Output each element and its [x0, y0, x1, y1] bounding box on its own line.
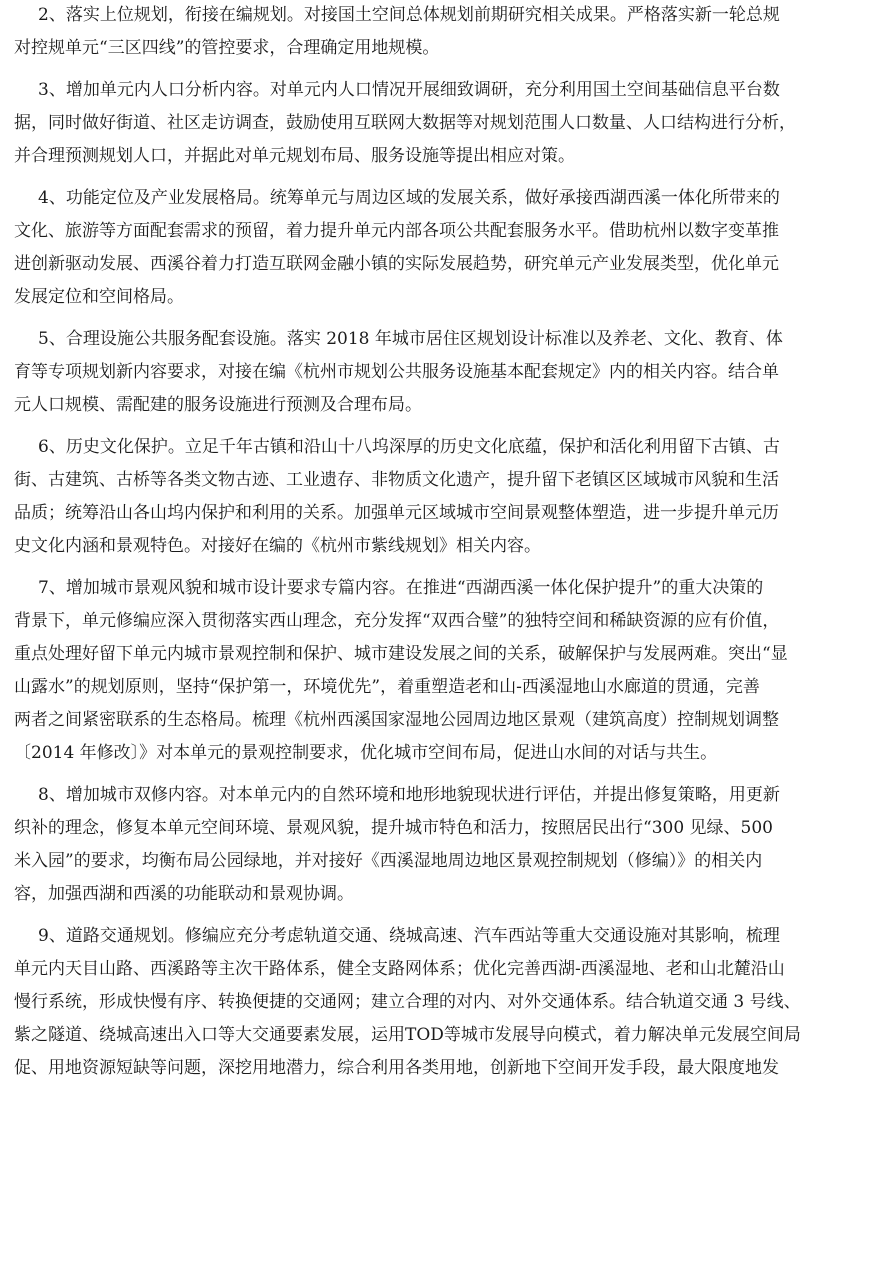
paragraph-item-6: [14, 431, 857, 563]
text-line: 7、增加城市景观风貌和城市设计要求专篇内容。在推进“西湖西溪一体化保护提升”的重大决策的: [38, 578, 764, 598]
paragraph-item-5: [14, 323, 857, 422]
text-line: 〔2014 年修改〕》对本单元的景观控制要求，优化城市空间布局，促进山水间的对话与共生。: [14, 743, 718, 763]
paragraph-item-8: [14, 779, 857, 911]
text-line: 发展定位和空间格局。: [14, 287, 184, 307]
text-line: 育等专项规划新内容要求，对接在编《杭州市规划公共服务设施基本配套规定》内的相关内容。结合单: [14, 362, 779, 382]
text-line: 并合理预测规划人口，并据此对单元规划布局、服务设施等提出相应对策。: [14, 146, 575, 166]
text-line: 米入园”的要求，均衡布局公园绿地，并对接好《西溪湿地周边地区景观控制规划（修编）》的相关内: [14, 851, 763, 871]
paragraph-item-2: [14, 0, 857, 65]
paragraph-item-3: [14, 74, 857, 173]
text-line: 据，同时做好街道、社区走访调查，鼓励使用互联网大数据等对规划范围人口数量、人口结构进行分析，: [14, 113, 796, 133]
paragraph-item-4: [14, 182, 857, 314]
paragraph-item-9: [14, 920, 857, 1085]
text-line: 8、增加城市双修内容。对本单元内的自然环境和地形地貌现状进行评估，并提出修复策略，用更新: [38, 785, 780, 805]
text-line: 3、增加单元内人口分析内容。对单元内人口情况开展细致调研，充分利用国土空间基础信息平台数: [38, 80, 780, 100]
text-line: 2、落实上位规划，衔接在编规划。对接国土空间总体规划前期研究相关成果。严格落实新一轮总规: [38, 5, 780, 25]
text-line: 重点处理好留下单元内城市景观控制和保护、城市建设发展之间的关系，破解保护与发展两难。突出“显: [14, 644, 788, 664]
text-line: 6、历史文化保护。立足千年古镇和沿山十八坞深厚的历史文化底蕴，保护和活化利用留下古镇、古: [38, 437, 780, 457]
text-line: 进创新驱动发展、西溪谷着力打造互联网金融小镇的实际发展趋势，研究单元产业发展类型，优化单元: [14, 254, 779, 274]
text-line: 紫之隧道、绕城高速出入口等大交通要素发展，运用TOD等城市发展导向模式，着力解决单元发展空间局: [14, 1025, 801, 1045]
text-line: 两者之间紧密联系的生态格局。梳理《杭州西溪国家湿地公园周边地区景观（建筑高度）控制规划调整: [14, 710, 779, 730]
text-line: 元人口规模、需配建的服务设施进行预测及合理布局。: [14, 395, 422, 415]
text-line: 4、功能定位及产业发展格局。统筹单元与周边区域的发展关系，做好承接西湖西溪一体化所带来的: [38, 188, 780, 208]
text-line: 9、道路交通规划。修编应充分考虑轨道交通、绕城高速、汽车西站等重大交通设施对其影响，梳理: [38, 926, 780, 946]
text-line: 慢行系统，形成快慢有序、转换便捷的交通网；建立合理的对内、对外交通体系。结合轨道交通 3 号线、: [14, 992, 801, 1012]
text-line: 容，加强西湖和西溪的功能联动和景观协调。: [14, 884, 354, 904]
text-line: 促、用地资源短缺等问题，深挖用地潜力，综合利用各类用地，创新地下空间开发手段，最大限度地发: [14, 1058, 779, 1078]
text-line: 5、合理设施公共服务配套设施。落实 2018 年城市居住区规划设计标准以及养老、文化、教育、体: [38, 329, 783, 349]
text-line: 织补的理念，修复本单元空间环境、景观风貌，提升城市特色和活力，按照居民出行“300 见绿、500: [14, 818, 773, 838]
text-line: 品质；统筹沿山各山坞内保护和利用的关系。加强单元区域城市空间景观整体塑造，进一步提升单元历: [14, 503, 779, 523]
paragraph-item-7: [14, 572, 857, 770]
text-line: 史文化内涵和景观特色。对接好在编的《杭州市紫线规划》相关内容。: [14, 536, 541, 556]
text-line: 对控规单元“三区四线”的管控要求，合理确定用地规模。: [14, 38, 440, 58]
text-line: 山露水”的规划原则，坚持“保护第一，环境优先”，着重塑造老和山-西溪湿地山水廊道的贯通，完善: [14, 677, 760, 697]
text-line: 单元内天目山路、西溪路等主次干路体系，健全支路网体系；优化完善西湖-西溪湿地、老和山北麓沿山: [14, 959, 785, 979]
text-line: 街、古建筑、古桥等各类文物古迹、工业遗存、非物质文化遗产，提升留下老镇区区域城市风貌和生活: [14, 470, 779, 490]
text-line: 文化、旅游等方面配套需求的预留，着力提升单元内部各项公共配套服务水平。借助杭州以数字变革推: [14, 221, 779, 241]
text-line: 背景下，单元修编应深入贯彻落实西山理念，充分发挥“双西合璧”的独特空间和稀缺资源的应有价值，: [14, 611, 780, 631]
